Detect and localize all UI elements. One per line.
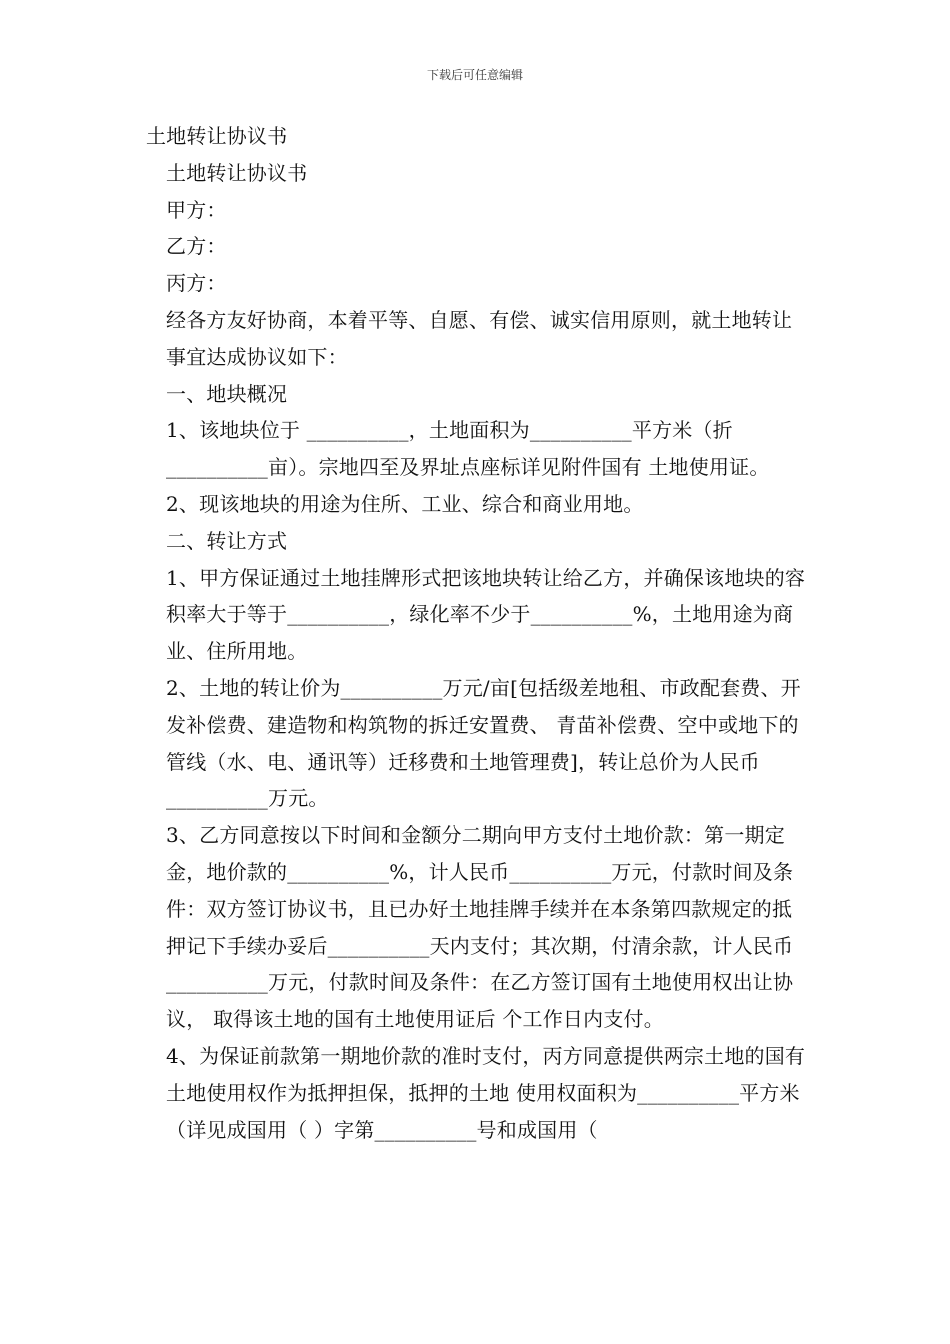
clause-1-1: 1、该地块位于 __________，土地面积为__________平方米（折__________亩）。宗地四至及界址点座标详见附件国有 土地使用证。	[166, 418, 770, 480]
document-body	[146, 118, 810, 1148]
clause-2-2: 2、土地的转让价为__________万元/亩[包括级差地租、市政配套费、开发补偿费、建造物和构筑物的拆迁安置费、 青苗补偿费、空中或地下的管线（水、电、通讯等）迁移费和土地管理费]，转让总价为人民币__________万元。	[166, 675, 801, 811]
paragraph-subtitle: 土地转让协议书	[166, 160, 308, 185]
clause-2-4: 4、为保证前款第一期地价款的准时支付，丙方同意提供两宗土地的国有土地使用权作为抵押担保，抵押的土地 使用权面积为__________平方米（详见成国用（ ）字第__________号和成国用（	[166, 1043, 806, 1142]
clause-2-3: 3、乙方同意按以下时间和金额分二期向甲方支付土地价款：第一期定金，地价款的__________%，计人民币__________万元，付款时间及条件：双方签订协议书，且已办好土地挂牌手续并在本条第四款规定的抵押记下手续办妥后__________天内支付；其次期，付清余款，计人民币__________万元，付款时间及条件：在乙方签订国有土地使用权出让协议， 取得该土地的国有土地使用证后 个工作日内支付。	[166, 823, 794, 1032]
document-title: 土地转让协议书	[146, 124, 288, 148]
clause-1-2: 2、现该地块的用途为住所、工业、综合和商业用地。	[166, 491, 644, 516]
party-b-line: 乙方：	[166, 234, 227, 259]
clause-2-1: 1、甲方保证通过土地挂牌形式把该地块转让给乙方，并确保该地块的容积率大于等于__________，绿化率不少于__________%，土地用途为商业、住所用地。	[166, 565, 806, 664]
party-a-line: 甲方：	[166, 197, 227, 222]
section-heading-1: 一、地块概况	[166, 381, 288, 406]
paragraph-preamble: 经各方友好协商，本着平等、自愿、有偿、诚实信用原则，就土地转让事宜达成协议如下：	[166, 307, 793, 369]
party-c-line: 丙方：	[166, 271, 227, 296]
page-header: 下载后可任意编辑	[426, 68, 523, 82]
section-heading-2: 二、转让方式	[166, 528, 288, 553]
